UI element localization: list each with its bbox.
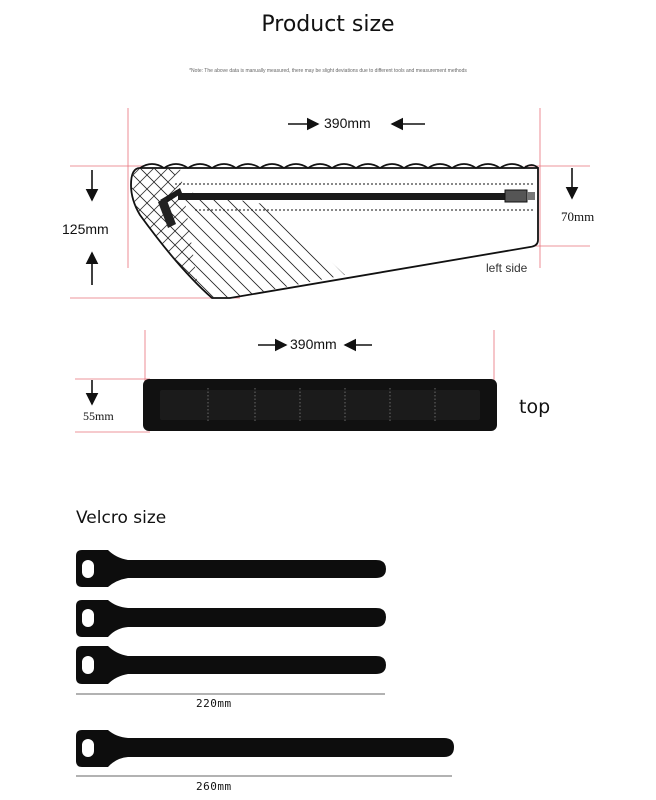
short-strap-length-label: 220mm (196, 697, 232, 710)
top-view-length-label: 390mm (290, 336, 337, 352)
velcro-strap-220-3 (76, 646, 386, 684)
measurement-note: *Note: The above data is manually measured, there may be slight deviations due to different tools and measurement methods (189, 68, 467, 74)
left-side-view-label: left side (486, 261, 528, 275)
velcro-strap-220-1 (76, 550, 386, 587)
left-side-length-label: 390mm (324, 115, 371, 131)
velcro-section-title: Velcro size (76, 508, 167, 528)
top-view-label: top (519, 396, 551, 418)
top-view-bag (143, 379, 497, 431)
left-side-bag (131, 164, 538, 300)
top-view-width-label: 55mm (83, 409, 114, 423)
front-height-label: 125mm (62, 221, 109, 237)
velcro-strap-220-2 (76, 600, 386, 637)
velcro-strap-260 (76, 730, 454, 767)
rear-height-label: 70mm (561, 209, 595, 224)
long-strap-length-label: 260mm (196, 780, 232, 793)
page-title: Product size (261, 12, 395, 37)
